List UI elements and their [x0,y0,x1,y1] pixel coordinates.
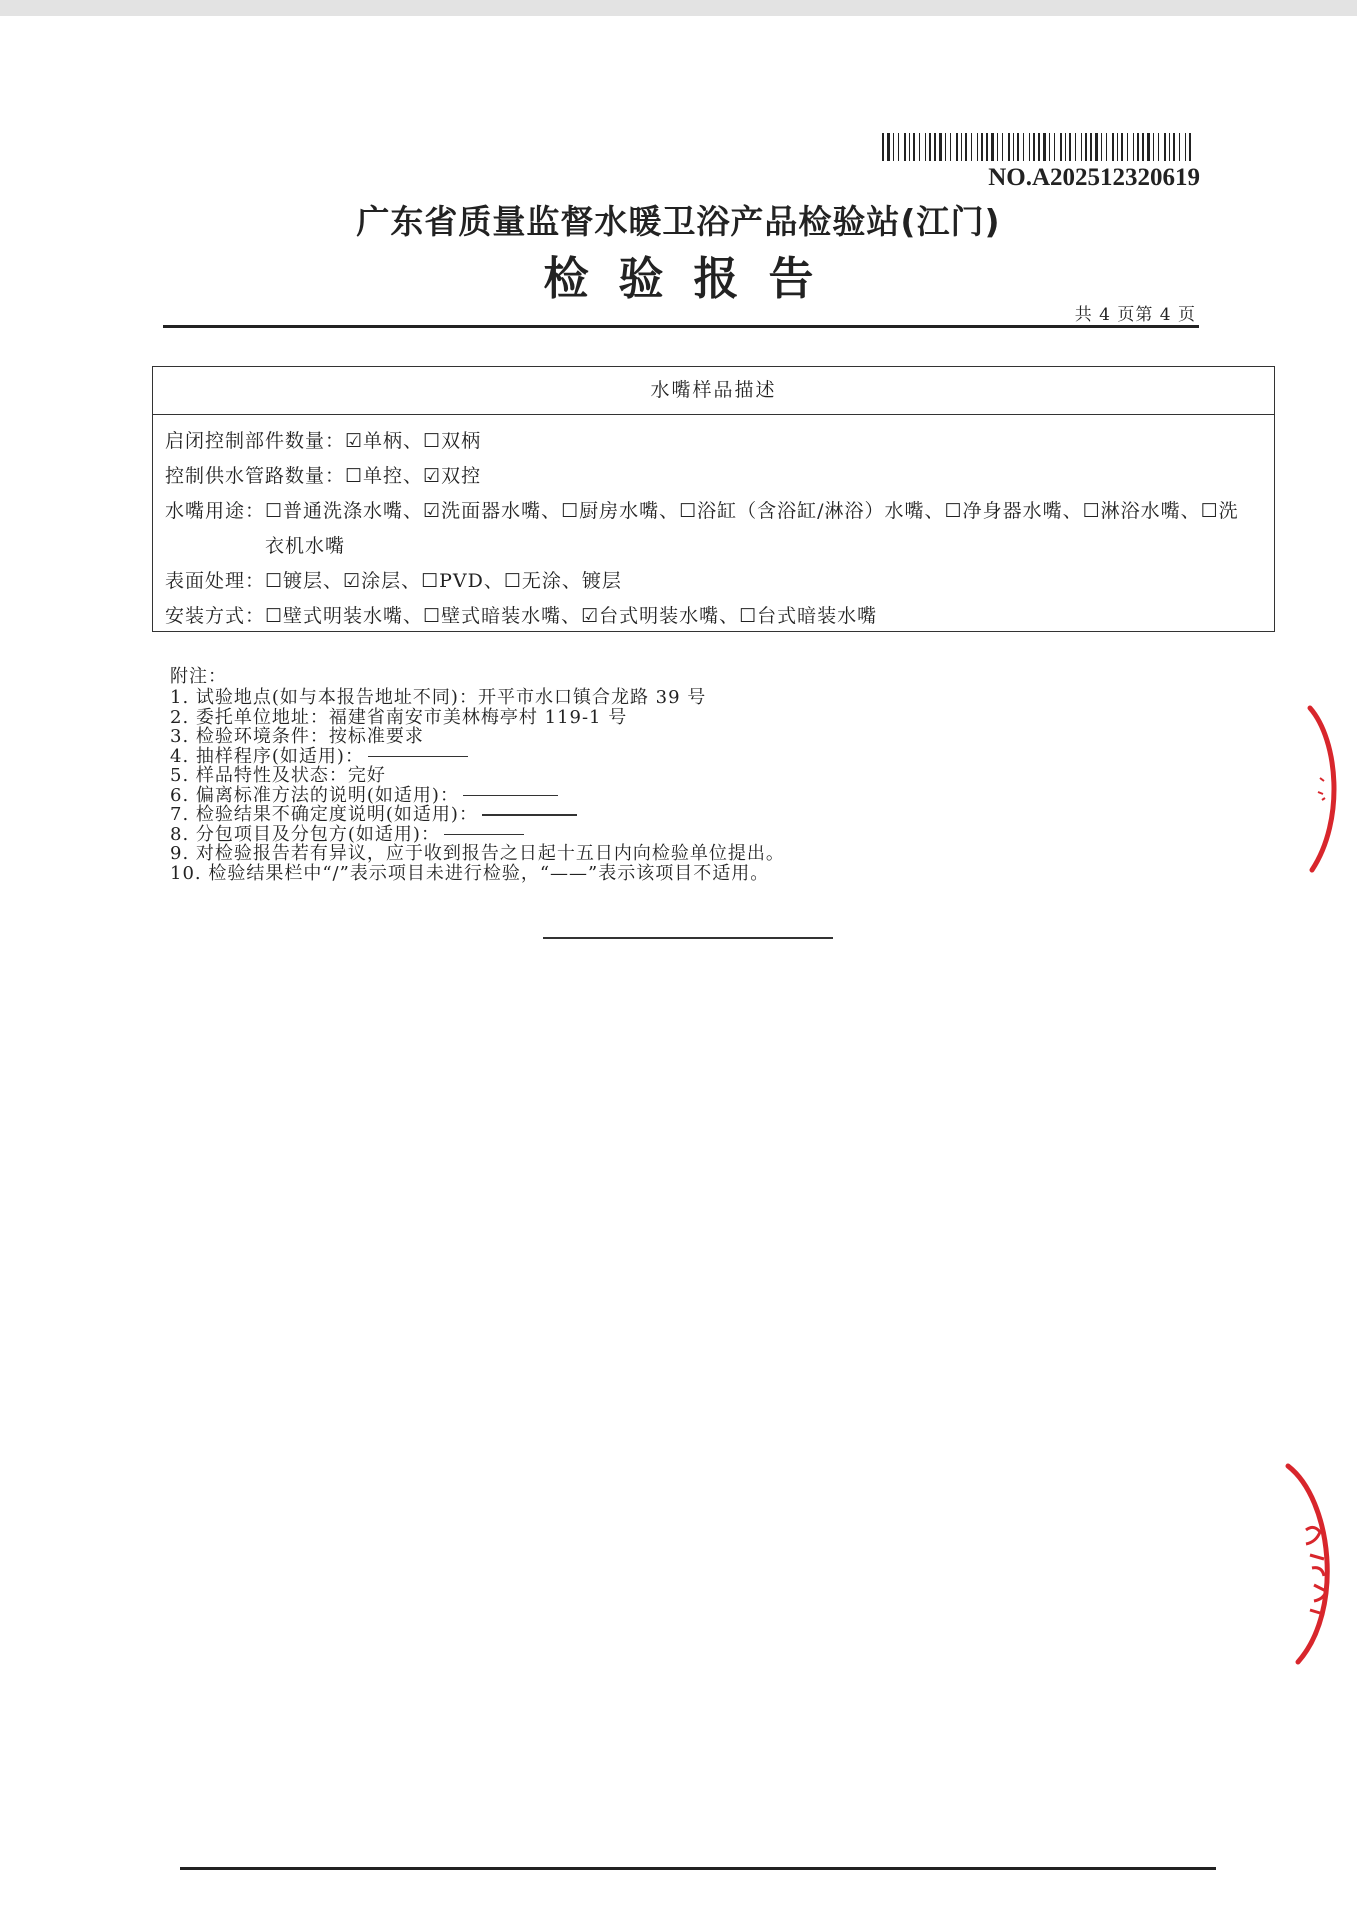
sample-description-table [152,366,1275,632]
blank-dash [482,814,577,816]
note-item: 6. 偏离标准方法的说明(如适用)： [170,786,1170,806]
scan-top-edge [0,0,1357,16]
row-value: ☑单柄、☐双柄 [345,430,482,452]
row-faucet-use [165,494,1274,564]
organization-name: 广东省质量监督水暖卫浴产品检验站(江门) [356,202,1001,241]
barcode [882,133,1192,161]
note-item: 3. 检验环境条件：按标准要求 [170,726,424,747]
note-item: 10. 检验结果栏中“/”表示项目未进行检验，“——”表示该项目不适用。 [170,862,770,884]
row-label: 启闭控制部件数量： [165,430,346,452]
note-item: 7. 检验结果不确定度说明(如适用)： [170,805,1170,825]
row-label: 水嘴用途： [165,500,266,522]
row-label: 控制供水管路数量： [165,465,346,487]
row-label: 安装方式： [165,605,266,627]
document-title: 检验报告 [543,252,844,305]
row-control-parts [165,424,1274,459]
notes-end-rule [543,937,833,939]
red-seal-stamp-upper [1290,700,1357,880]
table-body [153,415,1274,634]
red-seal-stamp-lower [1270,1460,1357,1670]
row-surface-treatment [165,564,1274,599]
page-indicator: 共 4 页第 4 页 [1074,305,1196,325]
footer-rule [180,1867,1216,1870]
note-item: 1. 试验地点(如与本报告地址不同)：开平市水口镇合龙路 39 号 [170,687,707,708]
blank-dash [463,795,558,797]
row-value: ☐普通洗涤水嘴、☑洗面器水嘴、☐厨房水嘴、☐浴缸（含浴缸/淋浴）水嘴、☐净身器水嘴、☐淋浴水嘴、☐洗衣机水嘴 [265,500,1239,557]
note-item: 4. 抽样程序(如适用)： [170,747,1170,767]
blank-dash [444,834,524,836]
note-item: 8. 分包项目及分包方(如适用)： [170,825,1170,845]
notes-section [170,666,1170,883]
row-label: 表面处理： [165,570,266,592]
notes-heading: 附注： [170,666,227,687]
blank-dash [368,756,468,758]
row-value: ☐单控、☑双控 [345,465,482,487]
note-item: 5. 样品特性及状态：完好 [170,765,386,786]
note-item: 2. 委托单位地址：福建省南安市美林梅亭村 119-1 号 [170,706,628,728]
note-item: 9. 对检验报告若有异议，应于收到报告之日起十五日内向检验单位提出。 [170,843,785,864]
header-rule [163,325,1199,328]
row-value: ☐壁式明装水嘴、☐壁式暗装水嘴、☑台式明装水嘴、☐台式暗装水嘴 [265,605,878,627]
row-value: ☐镀层、☑涂层、☐PVD、☐无涂、镀层 [265,570,622,592]
row-supply-lines [165,459,1274,494]
table-title: 水嘴样品描述 [153,367,1274,415]
row-installation [165,599,1274,634]
report-number: NO.A202512320619 [988,164,1200,191]
